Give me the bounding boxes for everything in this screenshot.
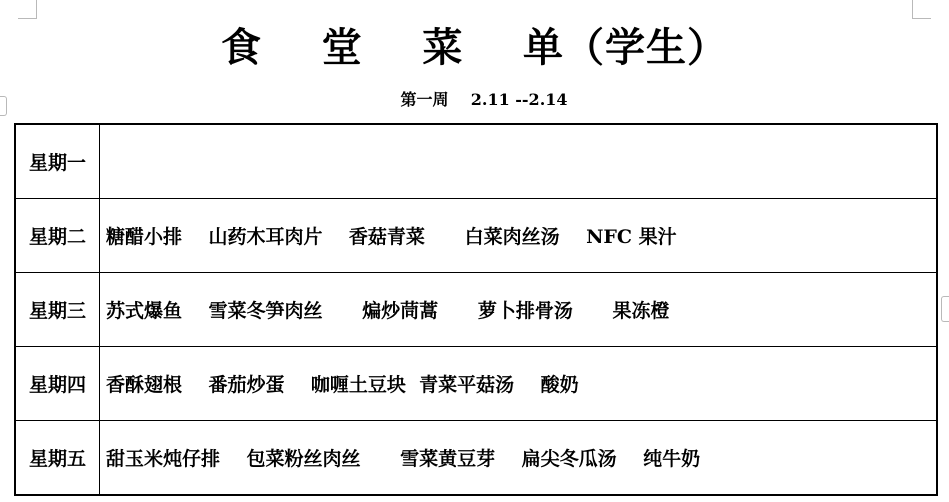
day-cell: 星期三 — [15, 273, 100, 347]
table-row — [15, 273, 937, 347]
table-row — [15, 421, 937, 496]
day-cell: 星期五 — [15, 421, 100, 496]
day-cell: 星期二 — [15, 199, 100, 273]
page-corner-mark — [912, 0, 931, 19]
dishes-cell — [100, 124, 938, 199]
page-corner-mark — [18, 0, 37, 19]
dishes-cell: 苏式爆鱼 雪菜冬笋肉丝 煸炒茼蒿 萝卜排骨汤 果冻橙 — [100, 273, 938, 347]
dishes-cell: 糖醋小排 山药木耳肉片 香菇青菜 白菜肉丝汤 NFC 果汁 — [100, 199, 938, 273]
table-row — [15, 124, 937, 199]
margin-handle — [941, 296, 949, 322]
page-title: 食 堂 菜 单（学生） — [220, 24, 729, 71]
dishes-cell: 香酥翅根 番茄炒蛋 咖喱土豆块 青菜平菇汤 酸奶 — [100, 347, 938, 421]
menu-table — [14, 123, 938, 496]
table-row — [15, 347, 937, 421]
dishes-cell: 甜玉米炖仔排 包菜粉丝肉丝 雪菜黄豆芽 扁尖冬瓜汤 纯牛奶 — [100, 421, 938, 496]
table-row — [15, 199, 937, 273]
day-cell: 星期四 — [15, 347, 100, 421]
week-subtitle: 第一周 2.11 --2.14 — [400, 90, 568, 109]
day-cell: 星期一 — [15, 124, 100, 199]
